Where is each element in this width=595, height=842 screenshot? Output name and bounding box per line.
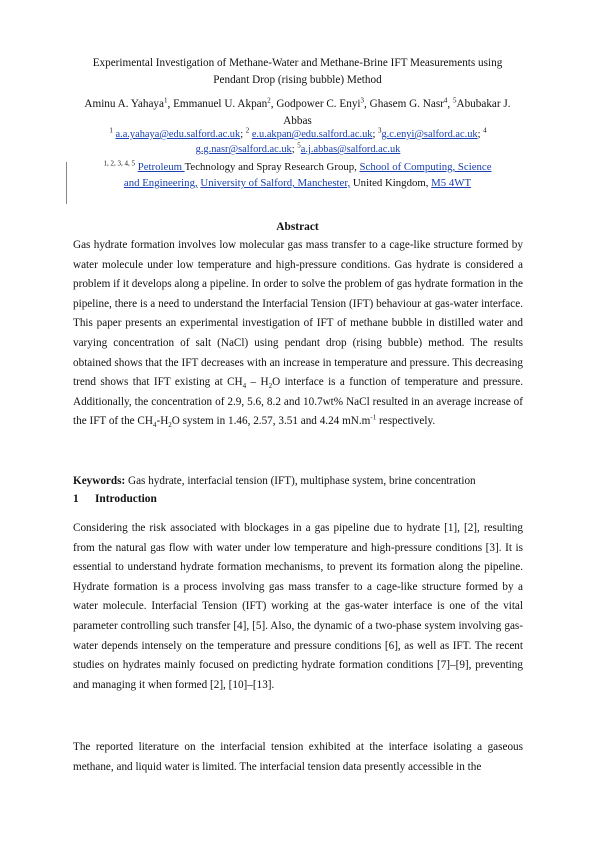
affiliation <box>100 159 495 191</box>
postcode-link[interactable]: M5 4WT <box>431 177 472 189</box>
author-affil-mark: 5 <box>453 96 457 105</box>
country-text: United Kingdom, <box>350 177 432 189</box>
author-affil-mark: 1 <box>163 96 168 105</box>
group-link[interactable]: Petroleum <box>137 161 185 173</box>
email-link[interactable]: a.j.abbas@salford.ac.uk <box>300 144 401 155</box>
title-line-2: Pendant Drop (rising bubble) Method <box>213 74 382 86</box>
subscript: 2 <box>168 421 172 430</box>
subscript: 4 <box>242 382 247 391</box>
email-mark: 2 <box>245 126 250 135</box>
author-name: Godpower C. Enyi <box>276 98 361 110</box>
superscript: -1 <box>370 413 377 422</box>
section-title: Introduction <box>95 493 157 505</box>
abstract-text: -H <box>156 415 169 428</box>
school-link[interactable]: School of Computing, Science and Engineering, <box>123 161 492 189</box>
title-line-1: Experimental Investigation of Methane-Water and Methane-Brine IFT Measurements using <box>92 57 503 69</box>
email-mark: 1 <box>109 126 113 135</box>
email-link[interactable]: a.a.yahaya@edu.salford.ac.uk <box>115 129 241 140</box>
abstract-text: – <box>246 376 257 389</box>
intro-paragraph-2: The reported literature on the interfacial tension exhibited at the interface isolating a gaseous methane, and liquid water is limited. The interfacial tension data presently accessible in the <box>73 741 523 773</box>
email-mark: 3 <box>377 126 382 135</box>
paper-title <box>70 55 525 89</box>
email-link[interactable]: g.c.enyi@salford.ac.uk <box>381 129 478 140</box>
intro-paragraph-1: Considering the risk associated with blockages in a gas pipeline due to hydrate [1], [2], resulting from the natural gas flow with water under low temperature and high-pressure conditions [3]. It is essential to understand hydrate formation mechanisms, to prevent its formation along the pipeline. Hydrate formation is a process involving gas mass transfer to a cage-like structure formed by a water molecule. Interfacial Tension (IFT) working at the gas-water interface is one of the vital parameter controlling such transfer [4], [5]. Also, the dynamic of a two-phase system involving gas-water depends intensely on the temperature and pressure conditions [6], as well as IFT. The recent studies on hydrates mainly focused on predicting hydrate formation conditions [7]–[9], preventing and managing it when formed [2], [10]–[13]. <box>73 522 523 691</box>
author-affil-mark: 4 <box>443 96 448 105</box>
author-name: Abubakar J. Abbas <box>283 98 511 127</box>
email-mark: 4 <box>483 126 487 135</box>
abstract-text: respectively. <box>376 415 436 428</box>
author-name: Ghasem G. Nasr <box>369 98 444 110</box>
abstract-text: O system in 1.46, 2.57, 3.51 and 4.24 mN.m <box>171 415 371 428</box>
keywords-label: Keywords: <box>73 475 126 487</box>
abstract-text: Gas hydrate formation involves low molecular gas mass transfer to a cage-like structure formed by water molecule under low temperature and high-pressure conditions. Gas hydrate is considered a problem if it develops along a pipeline. In order to solve the problem of gas hydrate formation in the pipeline, there is a need to understand the Interfacial Tension (IFT) behaviour at gas-water interface. This paper presents an experimental investigation of IFT of methane bubble in distilled water and varying concentration of salt (NaCl) using pendant drop (rising bubble) method. The results obtained shows that the IFT decreases with an increase in temperature and pressure. This decreasing trend shows that IFT existing at CH <box>73 239 523 389</box>
section-heading <box>73 493 523 505</box>
author-name: Emmanuel U. Akpan <box>173 98 268 110</box>
author-list: Aminu A. Yahaya$^1$, Emmanuel U. Akpan$^2$, Godpower C. Enyi$^3$, Ghasem G. Nasr$^4$, $^5$Abubakar J. Abbas <box>84 96 511 127</box>
section-number: 1 <box>73 493 79 505</box>
margin-change-bar <box>66 162 67 204</box>
abstract-text: O interface is a function of temperature and pressure. Additionally, the concentration of 2.9, 5.6, 8.2 and 10.7wt% NaCl resulted in an average increase of the IFT of the CH <box>73 376 524 428</box>
university-link[interactable]: University of Salford, Manchester, <box>200 177 351 189</box>
author-affil-mark: 2 <box>267 96 271 105</box>
group-text: Technology and Spray Research Group, <box>184 161 360 173</box>
subscript: 4 <box>152 421 157 430</box>
author-affil-mark: 3 <box>360 96 365 105</box>
email-list: $^1$ a.a.yahaya@edu.salford.ac.uk; $^2$ e.u.akpan@edu.salford.ac.uk; $^3$g.c.enyi@salford.ac.uk; $^4$ g.g.nasr@salford.ac.uk; $^5$a.j.abbas@salford.ac.uk <box>109 126 487 155</box>
email-link[interactable]: g.g.nasr@salford.ac.uk <box>195 144 292 155</box>
abstract-heading: Abstract <box>276 221 319 233</box>
subscript: 2 <box>268 382 273 391</box>
author-name: Aminu A. Yahaya <box>84 98 164 110</box>
email-link[interactable]: e.u.akpan@edu.salford.ac.uk <box>251 129 373 140</box>
keywords <box>73 473 523 489</box>
abstract-text: H <box>260 376 269 389</box>
affiliation-marks: 1, 2, 3, 4, 5 <box>103 159 135 168</box>
keywords-text: Gas hydrate, interfacial tension (IFT), multiphase system, brine concentration <box>125 475 476 487</box>
abstract-body <box>73 236 523 432</box>
email-mark: 5 <box>297 141 301 150</box>
